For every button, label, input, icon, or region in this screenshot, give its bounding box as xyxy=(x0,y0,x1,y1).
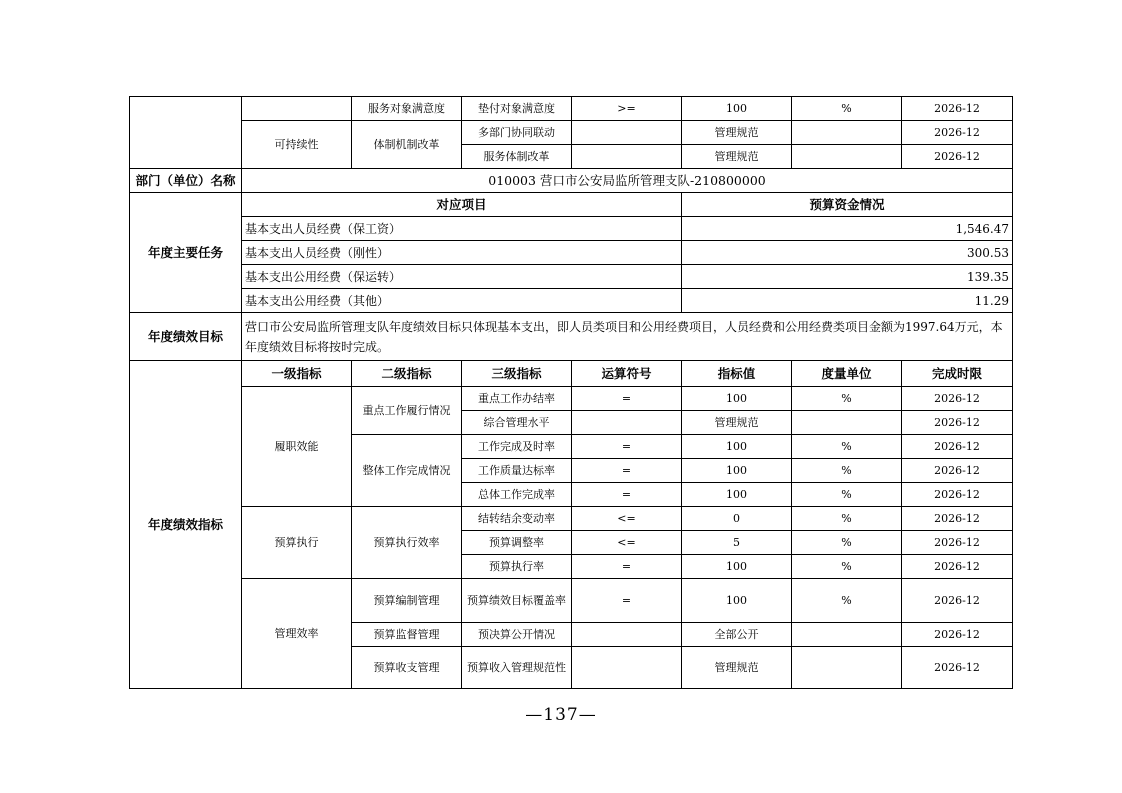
task-budget: 300.53 xyxy=(682,241,1013,265)
value-cell: 管理规范 xyxy=(682,647,792,689)
blank-cell xyxy=(242,97,352,121)
value-cell: 管理规范 xyxy=(682,121,792,145)
op-cell: = xyxy=(572,387,682,411)
tasks-label: 年度主要任务 xyxy=(130,193,242,313)
value-cell: 100 xyxy=(682,555,792,579)
value-cell: 全部公开 xyxy=(682,623,792,647)
header-unit: 度量单位 xyxy=(792,361,902,387)
tasks-header-item: 对应项目 xyxy=(242,193,682,217)
value-cell: 100 xyxy=(682,97,792,121)
level3-cell: 结转结余变动率 xyxy=(462,507,572,531)
op-cell xyxy=(572,647,682,689)
level1-cell: 可持续性 xyxy=(242,121,352,169)
value-cell: 5 xyxy=(682,531,792,555)
task-budget: 1,546.47 xyxy=(682,217,1013,241)
op-cell xyxy=(572,121,682,145)
task-row xyxy=(130,265,1013,289)
task-row xyxy=(130,289,1013,313)
table-row xyxy=(130,387,1013,411)
level3-cell: 预决算公开情况 xyxy=(462,623,572,647)
op-cell: <= xyxy=(572,531,682,555)
task-row xyxy=(130,241,1013,265)
value-cell: 100 xyxy=(682,459,792,483)
level1-cell: 履职效能 xyxy=(242,387,352,507)
indicators-header-row xyxy=(130,361,1013,387)
unit-cell: % xyxy=(792,555,902,579)
task-item: 基本支出公用经费（保运转） xyxy=(242,265,682,289)
op-cell: = xyxy=(572,435,682,459)
unit-cell xyxy=(792,145,902,169)
level3-cell: 预算绩效目标覆盖率 xyxy=(462,579,572,623)
deadline-cell: 2026-12 xyxy=(902,555,1013,579)
header-level3: 三级指标 xyxy=(462,361,572,387)
op-cell xyxy=(572,623,682,647)
unit-cell: % xyxy=(792,531,902,555)
op-cell: <= xyxy=(572,507,682,531)
table-row xyxy=(130,579,1013,623)
level2-cell: 预算编制管理 xyxy=(352,579,462,623)
table-row xyxy=(130,507,1013,531)
level3-cell: 综合管理水平 xyxy=(462,411,572,435)
op-cell: = xyxy=(572,483,682,507)
value-cell: 100 xyxy=(682,579,792,623)
dept-row xyxy=(130,169,1013,193)
op-cell: = xyxy=(572,579,682,623)
header-level2: 二级指标 xyxy=(352,361,462,387)
header-value: 指标值 xyxy=(682,361,792,387)
value-cell: 0 xyxy=(682,507,792,531)
op-cell: = xyxy=(572,555,682,579)
op-cell: = xyxy=(572,459,682,483)
header-level1: 一级指标 xyxy=(242,361,352,387)
unit-cell: % xyxy=(792,483,902,507)
unit-cell: % xyxy=(792,387,902,411)
task-row xyxy=(130,217,1013,241)
level2-cell: 重点工作履行情况 xyxy=(352,387,462,435)
indicators-label: 年度绩效指标 xyxy=(130,361,242,689)
level3-cell: 垫付对象满意度 xyxy=(462,97,572,121)
op-cell xyxy=(572,411,682,435)
deadline-cell: 2026-12 xyxy=(902,145,1013,169)
deadline-cell: 2026-12 xyxy=(902,411,1013,435)
goal-label: 年度绩效目标 xyxy=(130,313,242,361)
level3-cell: 总体工作完成率 xyxy=(462,483,572,507)
value-cell: 100 xyxy=(682,483,792,507)
deadline-cell: 2026-12 xyxy=(902,121,1013,145)
unit-cell: % xyxy=(792,579,902,623)
deadline-cell: 2026-12 xyxy=(902,647,1013,689)
level2-cell: 预算执行效率 xyxy=(352,507,462,579)
deadline-cell: 2026-12 xyxy=(902,97,1013,121)
page-number: —137— xyxy=(525,705,597,725)
task-budget: 11.29 xyxy=(682,289,1013,313)
level3-cell: 预算执行率 xyxy=(462,555,572,579)
tasks-header-budget: 预算资金情况 xyxy=(682,193,1013,217)
level3-cell: 工作完成及时率 xyxy=(462,435,572,459)
value-cell: 100 xyxy=(682,387,792,411)
level2-cell: 服务对象满意度 xyxy=(352,97,462,121)
tasks-header-row xyxy=(130,193,1013,217)
unit-cell xyxy=(792,411,902,435)
deadline-cell: 2026-12 xyxy=(902,579,1013,623)
dept-label: 部门（单位）名称 xyxy=(130,169,242,193)
op-cell: >= xyxy=(572,97,682,121)
goal-row xyxy=(130,313,1013,361)
unit-cell: % xyxy=(792,435,902,459)
dept-value: 010003 营口市公安局监所管理支队-210800000 xyxy=(242,169,1013,193)
table-row xyxy=(130,97,1013,121)
level3-cell: 多部门协同联动 xyxy=(462,121,572,145)
task-budget: 139.35 xyxy=(682,265,1013,289)
op-cell xyxy=(572,145,682,169)
deadline-cell: 2026-12 xyxy=(902,623,1013,647)
level2-cell: 整体工作完成情况 xyxy=(352,435,462,507)
unit-cell xyxy=(792,647,902,689)
deadline-cell: 2026-12 xyxy=(902,531,1013,555)
performance-table xyxy=(129,96,1013,689)
value-cell: 管理规范 xyxy=(682,411,792,435)
header-deadline: 完成时限 xyxy=(902,361,1013,387)
level1-cell: 预算执行 xyxy=(242,507,352,579)
deadline-cell: 2026-12 xyxy=(902,435,1013,459)
unit-cell: % xyxy=(792,507,902,531)
value-cell: 100 xyxy=(682,435,792,459)
deadline-cell: 2026-12 xyxy=(902,483,1013,507)
value-cell: 管理规范 xyxy=(682,145,792,169)
task-item: 基本支出人员经费（保工资） xyxy=(242,217,682,241)
level1-cell: 管理效率 xyxy=(242,579,352,689)
unit-cell: % xyxy=(792,97,902,121)
unit-cell: % xyxy=(792,459,902,483)
blank-cell xyxy=(130,97,242,169)
level2-cell: 体制机制改革 xyxy=(352,121,462,169)
level2-cell: 预算收支管理 xyxy=(352,647,462,689)
unit-cell xyxy=(792,623,902,647)
deadline-cell: 2026-12 xyxy=(902,507,1013,531)
level3-cell: 预算收入管理规范性 xyxy=(462,647,572,689)
task-item: 基本支出公用经费（其他） xyxy=(242,289,682,313)
goal-text: 营口市公安局监所管理支队年度绩效目标只体现基本支出，即人员类项目和公用经费项目，人员经费和公用经费类项目金额为1997.64万元，本年度绩效目标将按时完成。 xyxy=(242,313,1013,361)
header-op: 运算符号 xyxy=(572,361,682,387)
level3-cell: 重点工作办结率 xyxy=(462,387,572,411)
level3-cell: 服务体制改革 xyxy=(462,145,572,169)
task-item: 基本支出人员经费（刚性） xyxy=(242,241,682,265)
level2-cell: 预算监督管理 xyxy=(352,623,462,647)
deadline-cell: 2026-12 xyxy=(902,459,1013,483)
unit-cell xyxy=(792,121,902,145)
level3-cell: 预算调整率 xyxy=(462,531,572,555)
deadline-cell: 2026-12 xyxy=(902,387,1013,411)
table-row xyxy=(130,121,1013,145)
level3-cell: 工作质量达标率 xyxy=(462,459,572,483)
